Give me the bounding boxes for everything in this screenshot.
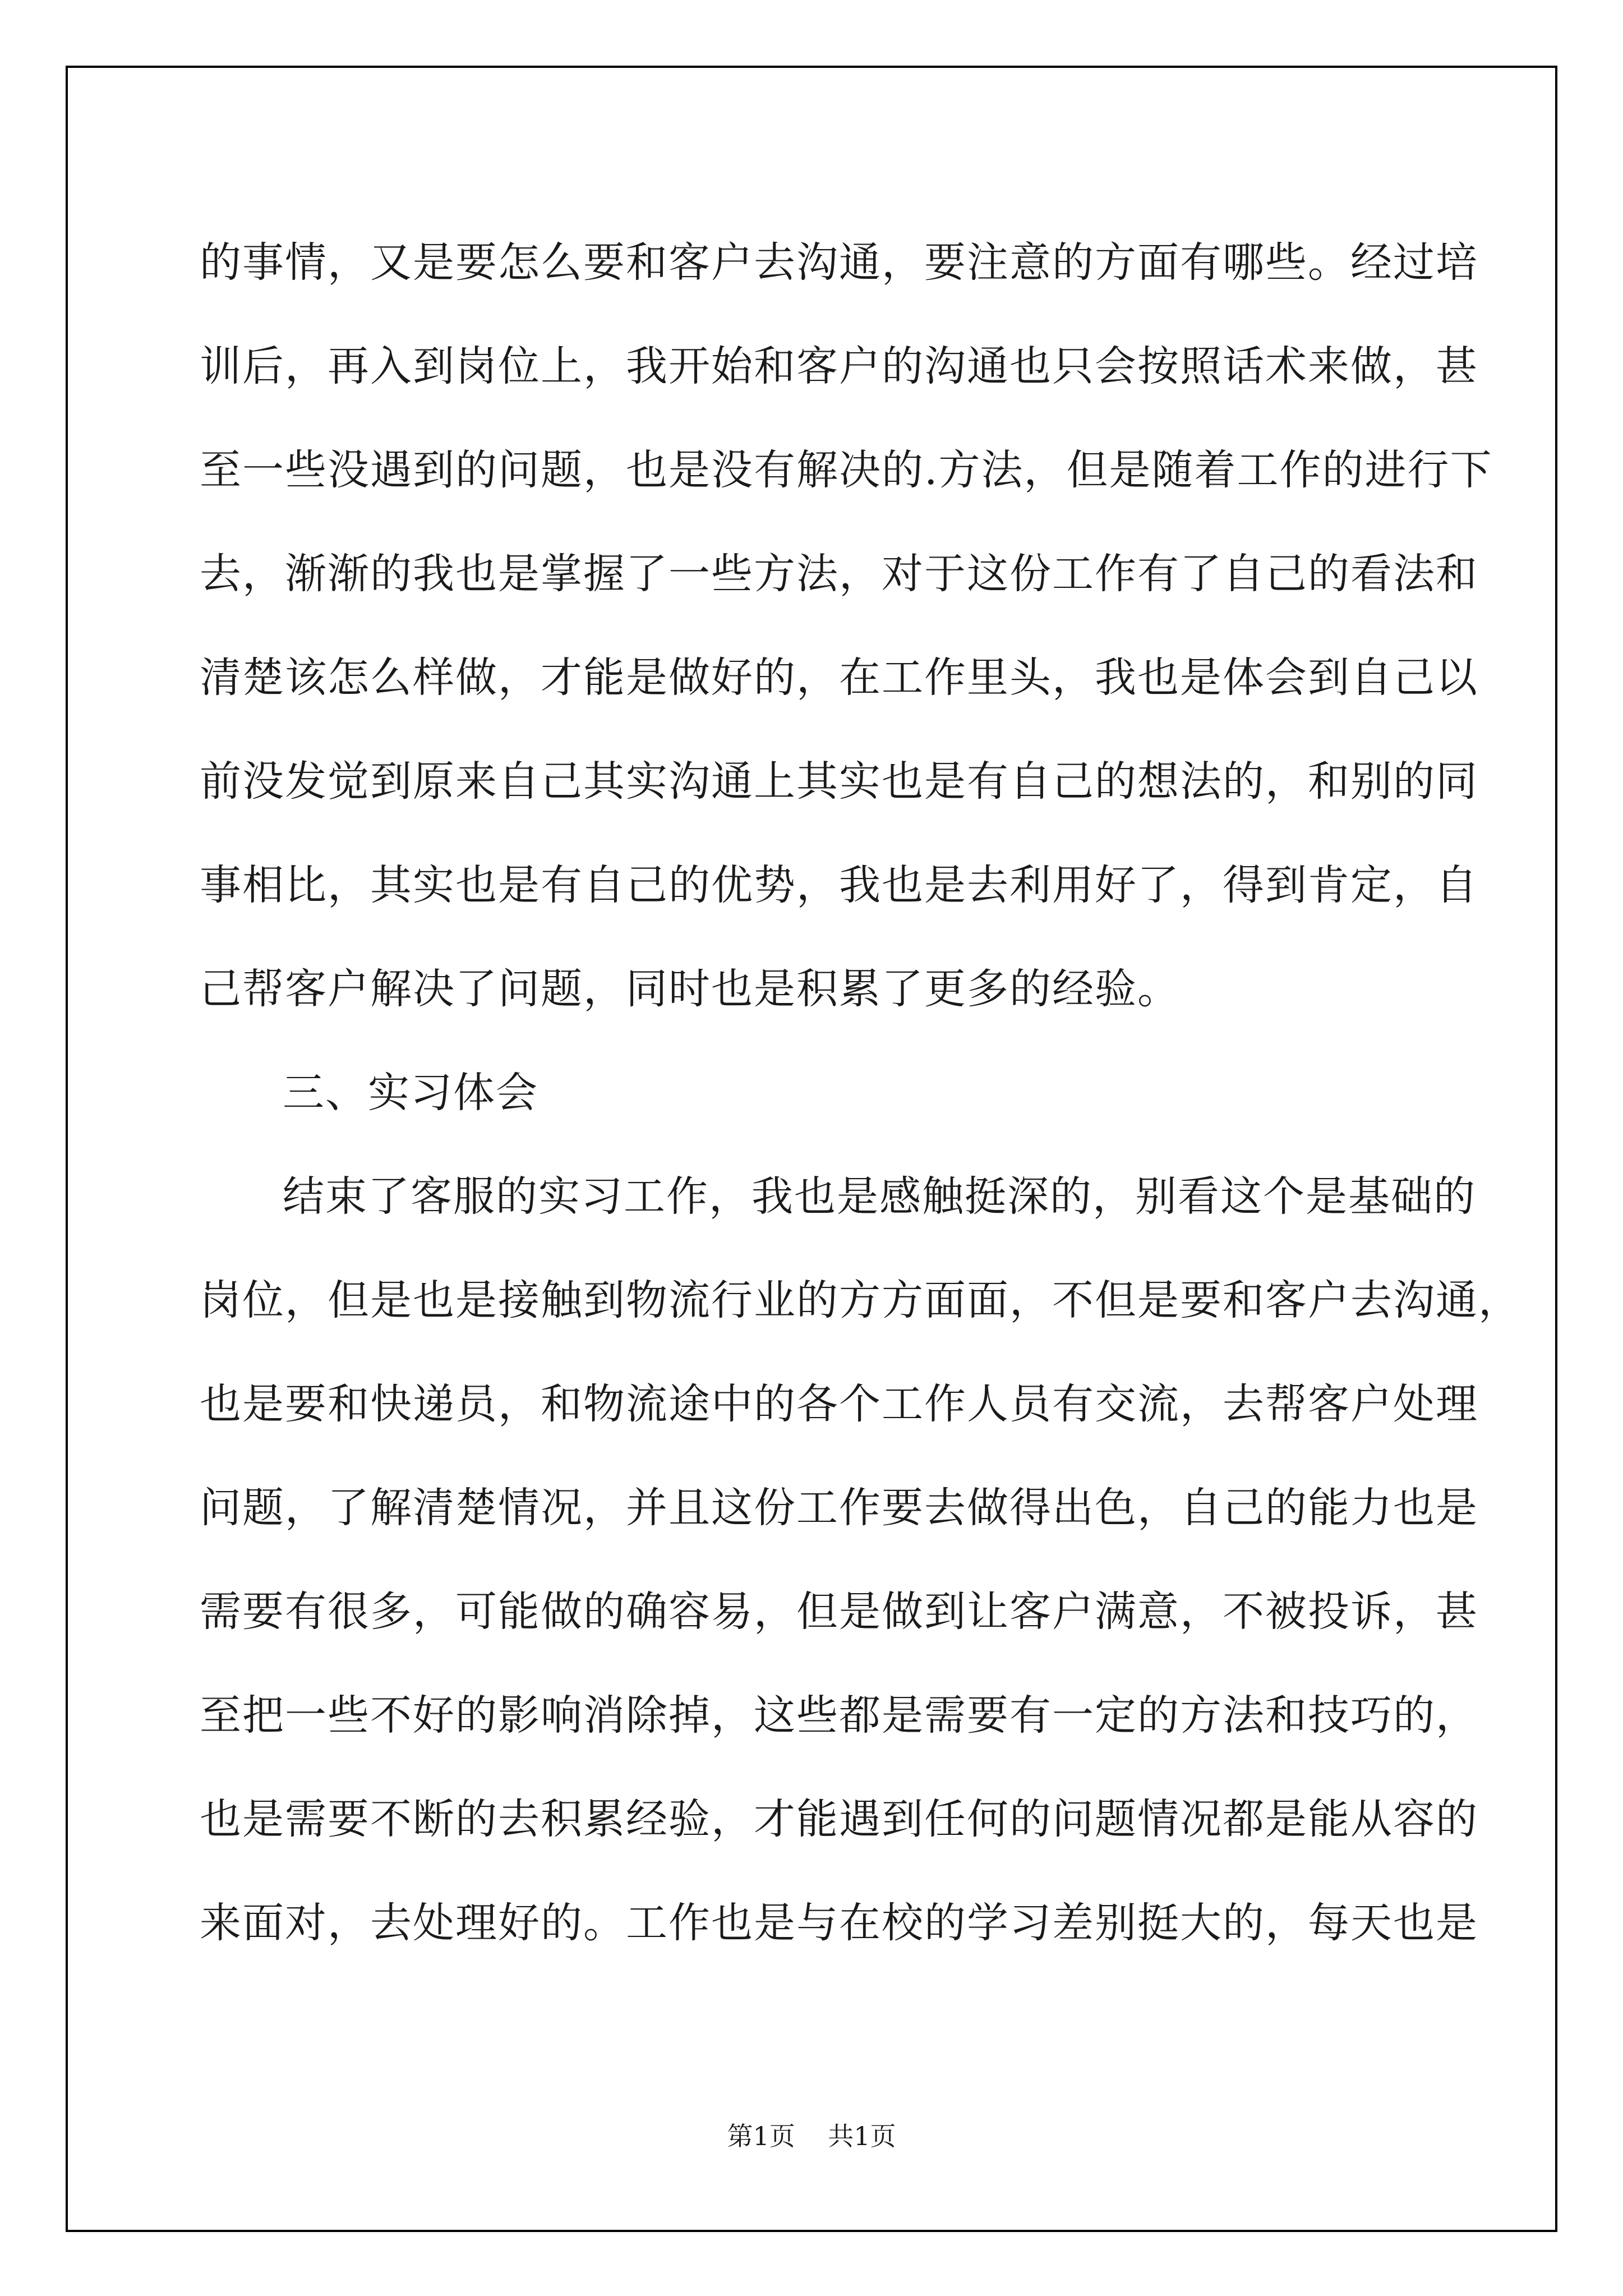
text-line: 事相比，其实也是有自己的优势，我也是去利用好了，得到肯定，自 <box>200 861 1478 909</box>
text-line: 岗位，但是也是接触到物流行业的方方面面，不但是要和客户去沟通， <box>200 1276 1521 1324</box>
section-heading: 三、实习体会 <box>283 1069 538 1117</box>
text-line: 前没发觉到原来自己其实沟通上其实也是有自己的想法的，和别的同 <box>200 757 1478 806</box>
text-line: 己帮客户解决了问题，同时也是积累了更多的经验。 <box>200 965 1180 1013</box>
document-body <box>200 211 1521 1975</box>
text-line: 也是需要不断的去积累经验，才能遇到任何的问题情况都是能从容的 <box>200 1795 1478 1843</box>
text-line: 至一些没遇到的问题，也是没有解决的.方法，但是随着工作的进行下 <box>200 446 1493 494</box>
text-line: 结束了客服的实习工作，我也是感触挺深的，别看这个是基础的 <box>283 1172 1476 1221</box>
text-line: 的事情，又是要怎么要和客户去沟通，要注意的方面有哪些。经过培 <box>200 238 1478 287</box>
text-line: 问题，了解清楚情况，并且这份工作要去做得出色，自己的能力也是 <box>200 1484 1478 1532</box>
page-total: 共1页 <box>828 2121 896 2151</box>
text-line: 需要有很多，可能做的确容易，但是做到让客户满意，不被投诉，甚 <box>200 1588 1478 1636</box>
text-line: 至把一些不好的影响消除掉，这些都是需要有一定的方法和技巧的， <box>200 1691 1478 1740</box>
text-line: 去，渐渐的我也是掌握了一些方法，对于这份工作有了自己的看法和 <box>200 550 1478 598</box>
text-line: 来面对，去处理好的。工作也是与在校的学习差别挺大的，每天也是 <box>200 1899 1478 1947</box>
text-line: 清楚该怎么样做，才能是做好的，在工作里头，我也是体会到自己以 <box>200 654 1478 702</box>
page-footer <box>0 2116 1623 2153</box>
text-line: 也是要和快递员，和物流途中的各个工作人员有交流，去帮客户处理 <box>200 1380 1478 1428</box>
page-number: 第1页 <box>727 2121 795 2151</box>
text-line: 训后，再入到岗位上，我开始和客户的沟通也只会按照话术来做，甚 <box>200 342 1478 390</box>
